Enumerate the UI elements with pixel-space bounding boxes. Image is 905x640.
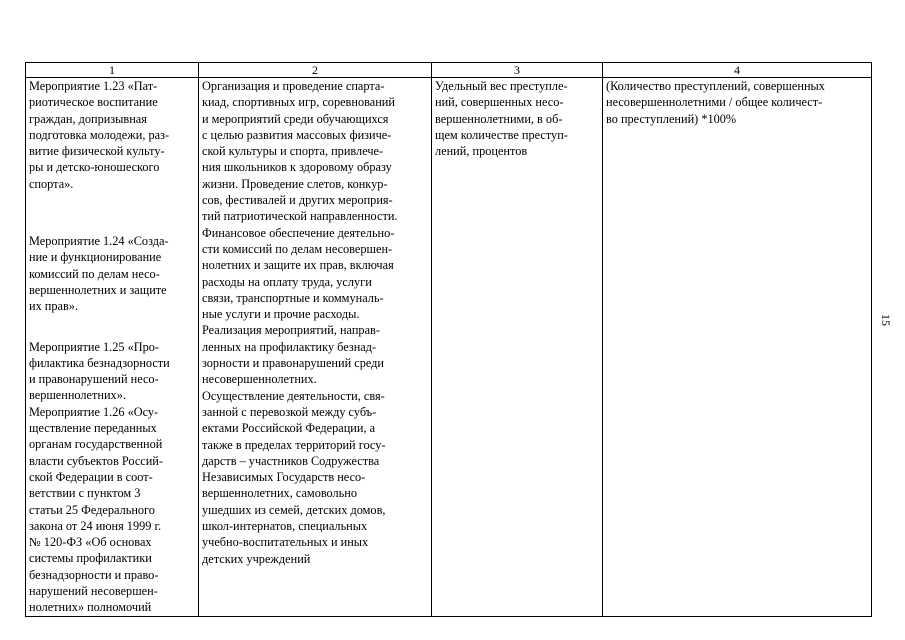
activity-1-23: Мероприятие 1.23 «Пат- риотическое воспитание граждан, допризывная подготовка молодежи, раз- витие физической культу- ры и детско-юношеского спорта». [29,79,170,191]
page-number: 15 [879,314,893,326]
column-header-2: 2 [199,63,432,78]
description-1-25: Реализация мероприятий, направ- ленных на профилактику безнад- зорности и правонарушений среди несовершеннолетних. [202,323,384,387]
table-row [26,78,872,617]
indicators-table [25,62,872,617]
column-header-1: 1 [26,63,199,78]
description-1-24: Финансовое обеспечение деятельно- сти комиссий по делам несовершен- нолетних и защите их прав, включая расходы на оплату труда, услуги связи, транспортные и коммуналь- ные услуги и прочие расходы. [202,225,395,322]
indicator-cell: Удельный вес преступле- ний, совершенных несо- вершеннолетними, в об- щем количестве преступ- лений, процентов [432,78,603,617]
activity-1-24: Мероприятие 1.24 «Созда- ние и функционирование комиссий по делам несо- вершеннолетних и защите их прав». [29,234,169,314]
column-header-4: 4 [603,63,872,78]
column-header-3: 3 [432,63,603,78]
activity-1-26: Мероприятие 1.26 «Осу- ществление переданных органам государственной власти субъектов Россий- ской Федерации в соот- ветствии с пунктом 3 статьи 25 Федерального закона от 24 июня 1999 г. № 120-ФЗ «Об основах системы профилактики безнадзорности и право- нарушений несовершен- нолетних» полномочий [29,404,163,615]
activities-cell [26,78,199,617]
descriptions-cell [199,78,432,617]
description-1-26: Осуществление деятельности, свя- занной с перевозкой между субъ- ектами Российской Федерации, а также в пределах территорий госу- дарств – участников Содружества Независимых Государств несо- вершеннолетних, самовольно ушедших из семей, детских домов, школ-интернатов, специальных учебно-воспитательных и иных детских учреждений [202,388,386,566]
header-row [26,63,872,78]
activity-1-25: Мероприятие 1.25 «Про- филактика безнадзорности и правонарушений несо- вершеннолетних». [29,339,170,403]
description-1-23: Организация и проведение спарта- киад, спортивных игр, соревнований и мероприятий среди обучающихся с целью развития массовых физиче- ской культуры и спорта, привлече- ния школьников к здоровому образу жизни. Проведение слетов, конкур- сов, фестивалей и других мероприя- тий патриотической направленности. [202,79,398,224]
formula-cell: (Количество преступлений, совершенных несовершеннолетними / общее количест- во преступлений) *100% [603,78,872,617]
